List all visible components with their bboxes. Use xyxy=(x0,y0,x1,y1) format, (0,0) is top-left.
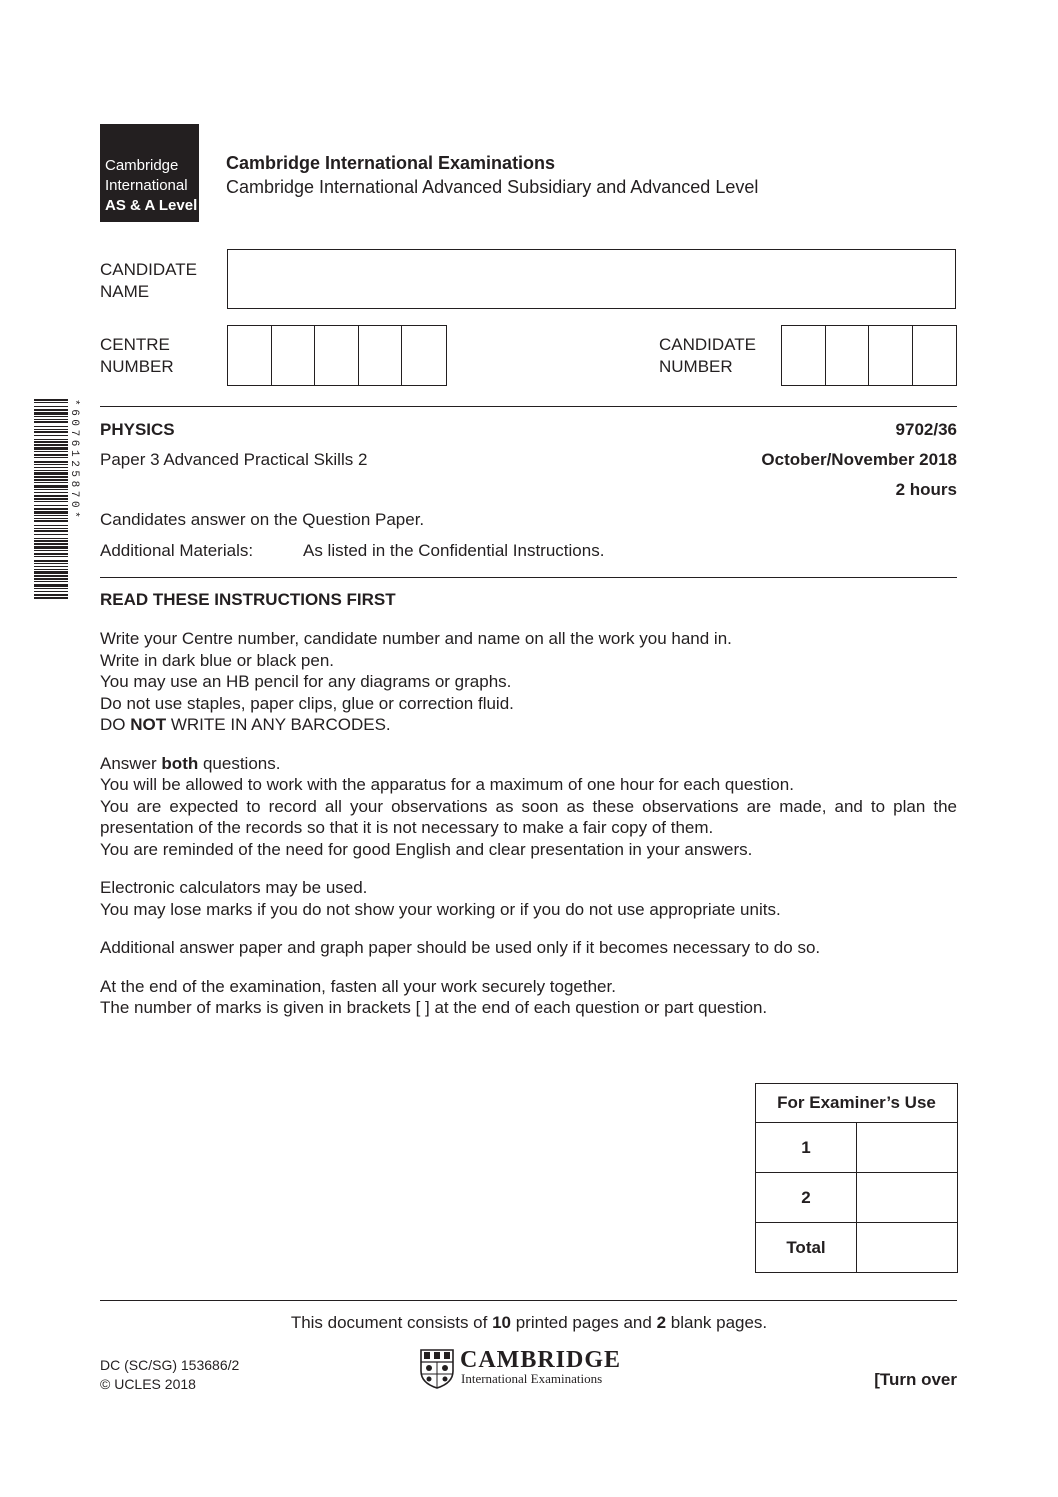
instruction-line: You are reminded of the need for good English and clear presentation in your answers. xyxy=(100,839,753,859)
candidate-number-digit-box[interactable] xyxy=(913,326,956,385)
subject-name: PHYSICS xyxy=(100,420,175,439)
page-count-text: blank pages. xyxy=(666,1313,768,1332)
candidate-number-field[interactable] xyxy=(781,325,957,386)
instructions-block xyxy=(100,753,957,861)
cambridge-as-a-level-logo xyxy=(100,124,199,222)
answer-note: Candidates answer on the Question Paper. xyxy=(100,510,425,529)
centre-number-field[interactable] xyxy=(227,325,447,386)
exam-duration: 2 hours xyxy=(895,480,957,499)
centre-number-label-line1: CENTRE xyxy=(100,335,170,354)
instruction-line: The number of marks is given in brackets [ ] at the end of each question or part question. xyxy=(100,998,768,1017)
printed-page-count: 10 xyxy=(492,1313,511,1332)
instruction-line xyxy=(100,753,957,775)
candidate-number-digit-box[interactable] xyxy=(782,326,826,385)
instruction-emphasis: both xyxy=(161,753,199,773)
page-count-text: This document consists of xyxy=(290,1313,493,1332)
exam-session: October/November 2018 xyxy=(761,450,957,469)
copyright: © UCLES 2018 xyxy=(100,1376,196,1392)
candidate-name-label xyxy=(100,259,197,303)
centre-number-digit-box[interactable] xyxy=(402,326,446,385)
question-number-cell: 1 xyxy=(756,1123,857,1173)
centre-number-label-line2: NUMBER xyxy=(100,357,174,376)
divider xyxy=(100,577,957,578)
materials-label: Additional Materials: xyxy=(100,541,254,560)
cambridge-wordmark-subtitle: International Examinations xyxy=(461,1371,603,1386)
instruction-line: You may use an HB pencil for any diagrams or graphs. xyxy=(100,672,512,691)
instruction-line: Additional answer paper and graph paper should be used only if it becomes necessary to do so. xyxy=(100,938,821,957)
instructions-block xyxy=(100,937,957,959)
instruction-line: You will be allowed to work with the apparatus for a maximum of one hour for each question. xyxy=(100,775,794,794)
instructions-block xyxy=(100,976,957,1019)
candidate-number-label-line2: NUMBER xyxy=(659,357,733,376)
instruction-line: Write in dark blue or black pen. xyxy=(100,650,335,670)
instruction-emphasis: NOT xyxy=(130,715,167,734)
turn-over-label: [Turn over xyxy=(874,1370,957,1389)
question-number-cell: 2 xyxy=(756,1173,857,1223)
candidate-number-label-line1: CANDIDATE xyxy=(659,335,756,354)
examiner-use-heading: For Examiner’s Use xyxy=(756,1084,958,1123)
paper-code: 9702/36 xyxy=(895,420,957,439)
instructions-block xyxy=(100,877,957,920)
instruction-text: Answer xyxy=(100,753,162,773)
instruction-line: Electronic calculators may be used. xyxy=(100,878,368,897)
barcode-text: *6076125870* xyxy=(68,399,80,522)
barcode xyxy=(34,397,84,602)
centre-number-digit-box[interactable] xyxy=(359,326,403,385)
centre-number-label xyxy=(100,334,174,378)
exam-board-title: Cambridge International Examinations xyxy=(226,153,556,173)
qualification-subtitle: Cambridge International Advanced Subsidiary and Advanced Level xyxy=(226,177,759,197)
instruction-line xyxy=(100,714,957,736)
instruction-line: At the end of the examination, fasten all your work securely together. xyxy=(100,976,616,996)
logo-line-1: Cambridge xyxy=(105,157,179,174)
instructions-heading: READ THESE INSTRUCTIONS FIRST xyxy=(100,590,396,609)
centre-number-digit-box[interactable] xyxy=(315,326,359,385)
instructions-block xyxy=(100,628,957,736)
instruction-line: Write your Centre number, candidate number and name on all the work you hand in. xyxy=(100,629,732,648)
materials-value: As listed in the Confidential Instructions. xyxy=(303,541,605,560)
centre-number-digit-box[interactable] xyxy=(228,326,272,385)
cambridge-wordmark: CAMBRIDGE xyxy=(460,1347,622,1373)
table-row xyxy=(756,1173,958,1223)
page-count-note xyxy=(0,1313,1058,1333)
total-mark-cell xyxy=(857,1223,958,1273)
candidate-name-label-line1: CANDIDATE xyxy=(100,260,197,279)
candidate-name-field[interactable] xyxy=(227,249,956,309)
instruction-line: You may lose marks if you do not show your working or if you do not use appropriate units. xyxy=(100,899,781,919)
paper-title: Paper 3 Advanced Practical Skills 2 xyxy=(100,450,368,469)
table-row xyxy=(756,1123,958,1173)
centre-number-digit-box[interactable] xyxy=(272,326,316,385)
blank-page-count: 2 xyxy=(656,1313,667,1332)
logo-line-3: AS & A Level xyxy=(105,197,198,214)
mark-cell xyxy=(857,1123,958,1173)
instruction-line: Do not use staples, paper clips, glue or correction fluid. xyxy=(100,693,514,713)
instruction-text: DO xyxy=(100,715,131,734)
candidate-number-digit-box[interactable] xyxy=(869,326,913,385)
divider xyxy=(100,406,957,407)
instruction-text: WRITE IN ANY BARCODES. xyxy=(166,715,391,734)
candidate-number-label xyxy=(659,334,756,378)
table-row xyxy=(756,1223,958,1273)
candidate-number-digit-box[interactable] xyxy=(826,326,870,385)
cambridge-crest-icon xyxy=(420,1349,454,1389)
examiner-use-table xyxy=(755,1083,958,1273)
instructions-body xyxy=(100,628,957,1036)
total-label-cell: Total xyxy=(756,1223,857,1273)
logo-line-2: International xyxy=(105,177,188,194)
divider xyxy=(100,1300,957,1301)
instruction-text: questions. xyxy=(198,753,281,773)
candidate-name-label-line2: NAME xyxy=(100,282,150,301)
mark-cell xyxy=(857,1173,958,1223)
barcode-graphic xyxy=(34,397,84,602)
page-count-text: printed pages and xyxy=(511,1313,657,1332)
document-reference: DC (SC/SG) 153686/2 xyxy=(100,1357,240,1373)
instruction-line: You are expected to record all your observations as soon as these observations are made, and to plan the presentation of the records so that it is not necessary to make a fair copy of them. xyxy=(100,796,957,837)
